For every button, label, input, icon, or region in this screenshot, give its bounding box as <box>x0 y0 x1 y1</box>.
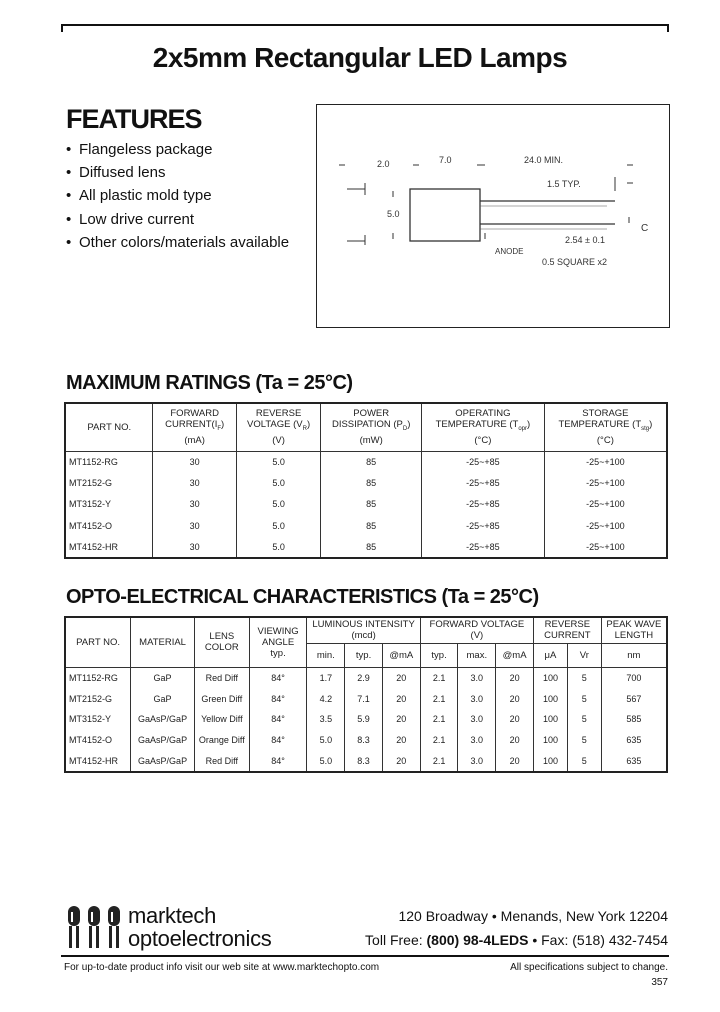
logo-wordmark: marktech optoelectronics <box>128 903 272 951</box>
dim-label: 24.0 MIN. <box>524 155 564 165</box>
feature-item: • Other colors/materials available <box>66 233 290 251</box>
table-cell: GaAsP/GaP <box>131 730 195 751</box>
table-cell: 5 <box>567 667 601 688</box>
table-cell: 100 <box>534 730 568 751</box>
table-cell: 3.0 <box>458 751 496 773</box>
table-cell: Green Diff <box>194 688 249 709</box>
company-address: 120 Broadway • Menands, New York 12204 <box>398 908 668 924</box>
sub-header: min. <box>307 643 345 667</box>
col-header: REVERSE VOLTAGE $(V_R)$ (V) <box>236 403 321 451</box>
table-cell: 4.2 <box>307 688 345 709</box>
table-cell: 2.1 <box>420 751 458 773</box>
table-cell: 2.1 <box>420 688 458 709</box>
table-row: MT2152-G 30 5.0 85 -25~+85 -25~+100 <box>65 473 667 494</box>
table-cell: Orange Diff <box>194 730 249 751</box>
feature-item: • Diffused lens <box>66 164 166 182</box>
col-header: PART NO. <box>65 403 153 451</box>
table-cell: 20 <box>382 667 420 688</box>
table-cell: 1.7 <box>307 667 345 688</box>
feature-item: • Flangeless package <box>66 141 213 158</box>
table-cell: 20 <box>496 730 534 751</box>
table-cell: Red Diff <box>194 667 249 688</box>
spec-disclaimer: All specifications subject to change. <box>510 962 668 973</box>
table-cell: MT4152-HR <box>65 751 131 773</box>
col-header: FORWARD $CURRENT(I_F)$ (mA) <box>153 403 236 451</box>
col-header: PART NO. <box>65 617 131 667</box>
page-number: 357 <box>651 977 668 988</box>
table-cell: Red Diff <box>194 751 249 773</box>
feature-item: • Low drive current <box>66 210 195 228</box>
table-cell: 84° <box>249 709 307 730</box>
col-header: POWER DISSIPATION $(P_D)$ (mW) <box>321 403 422 451</box>
table-cell: 5 <box>567 709 601 730</box>
col-header: VIEWING ANGLE typ. <box>249 617 307 667</box>
opto-table <box>64 616 668 773</box>
table-cell: MT1152-RG <box>65 667 131 688</box>
package-drawing <box>316 104 670 328</box>
table-cell: 20 <box>496 709 534 730</box>
features-heading: FEATURES <box>66 104 202 134</box>
table-cell: 700 <box>601 667 667 688</box>
table-cell: 20 <box>496 667 534 688</box>
table-cell: 3.0 <box>458 730 496 751</box>
sub-header: typ. <box>420 643 458 667</box>
dim-label: 1.5 TYP. <box>547 179 581 189</box>
table-cell: MT3152-Y <box>65 709 131 730</box>
table-cell: 20 <box>496 751 534 773</box>
table-cell: 2.1 <box>420 667 458 688</box>
table-cell: 5.9 <box>345 709 383 730</box>
table-cell: 84° <box>249 667 307 688</box>
table-cell: GaAsP/GaP <box>131 709 195 730</box>
table-cell: 20 <box>382 751 420 773</box>
table-cell: 567 <box>601 688 667 709</box>
table-cell: Yellow Diff <box>194 709 249 730</box>
table-row <box>65 730 667 751</box>
table-cell: 100 <box>534 667 568 688</box>
table-cell: 2.9 <box>345 667 383 688</box>
contact-numbers: Toll Free: (800) 98-4LEDS • Fax: (518) 432-7454 <box>365 932 668 948</box>
sub-header: nm <box>601 643 667 667</box>
logo-led-icon <box>66 904 126 950</box>
cathode-mark: C <box>641 223 649 234</box>
table-cell: 84° <box>249 730 307 751</box>
table-cell: 7.1 <box>345 688 383 709</box>
top-rule-left-tick <box>61 24 63 32</box>
top-rule-right-tick <box>667 24 669 32</box>
table-row <box>65 709 667 730</box>
sub-header: @mA <box>382 643 420 667</box>
website-note: For up-to-date product info visit our web site at www.marktechopto.com <box>64 962 380 973</box>
table-row: MT3152-Y 30 5.0 85 -25~+85 -25~+100 <box>65 494 667 515</box>
led-body <box>410 189 480 241</box>
package-drawing-svg <box>317 105 669 327</box>
table-cell: 20 <box>382 688 420 709</box>
table-cell: 3.0 <box>458 688 496 709</box>
table-cell: 5 <box>567 751 601 773</box>
table-row <box>65 688 667 709</box>
table-cell: 2.1 <box>420 730 458 751</box>
table-cell: 5.0 <box>307 730 345 751</box>
table-cell: 20 <box>496 688 534 709</box>
feature-item: • All plastic mold type <box>66 187 212 205</box>
table-row <box>65 751 667 773</box>
max-ratings-heading: MAXIMUM RATINGS (Ta = 25°C) <box>66 372 353 394</box>
sub-header: μA <box>534 643 568 667</box>
col-header: REVERSE CURRENT <box>534 617 602 643</box>
table-cell: 100 <box>534 751 568 773</box>
dim-label: 2.0 <box>377 159 390 169</box>
table-cell: 635 <box>601 751 667 773</box>
table-cell: 84° <box>249 688 307 709</box>
col-header: LENS COLOR <box>194 617 249 667</box>
table-row <box>65 667 667 688</box>
col-header: OPERATING TEMPERATURE $(T_{opr})$ (°C) <box>422 403 545 451</box>
col-header: STORAGE TEMPERATURE $(T_{stg})$ (°C) <box>544 403 667 451</box>
dim-label: 7.0 <box>439 155 452 165</box>
table-cell: 5.0 <box>307 751 345 773</box>
sub-header: @mA <box>496 643 534 667</box>
col-header: LUMINOUS INTENSITY (mcd) <box>307 617 420 643</box>
table-cell: 20 <box>382 709 420 730</box>
features-list <box>66 138 289 254</box>
table-cell: 5 <box>567 688 601 709</box>
top-rule <box>61 24 669 26</box>
table-row: MT4152-O 30 5.0 85 -25~+85 -25~+100 <box>65 515 667 536</box>
sub-header: max. <box>458 643 496 667</box>
max-ratings-table <box>64 402 668 559</box>
table-cell: 8.3 <box>345 751 383 773</box>
table-cell: 8.3 <box>345 730 383 751</box>
dim-label: 2.54 ± 0.1 <box>565 235 605 245</box>
table-cell: 100 <box>534 709 568 730</box>
sub-header: Vr <box>567 643 601 667</box>
col-header: MATERIAL <box>131 617 195 667</box>
col-header: FORWARD VOLTAGE (V) <box>420 617 533 643</box>
anode-label: ANODE <box>495 247 524 256</box>
table-cell: 84° <box>249 751 307 773</box>
table-cell: 2.1 <box>420 709 458 730</box>
table-cell: 5 <box>567 730 601 751</box>
table-cell: 3.0 <box>458 667 496 688</box>
table-cell: 20 <box>382 730 420 751</box>
table-cell: 3.0 <box>458 709 496 730</box>
table-cell: 635 <box>601 730 667 751</box>
table-cell: 100 <box>534 688 568 709</box>
table-cell: GaP <box>131 688 195 709</box>
table-cell: GaAsP/GaP <box>131 751 195 773</box>
table-cell: 585 <box>601 709 667 730</box>
col-header: PEAK WAVE LENGTH <box>601 617 667 643</box>
table-cell: MT2152-G <box>65 688 131 709</box>
opto-heading: OPTO-ELECTRICAL CHARACTERISTICS (Ta = 25°C) <box>66 586 539 608</box>
table-row: MT4152-HR 30 5.0 85 -25~+85 -25~+100 <box>65 536 667 558</box>
table-cell: MT4152-O <box>65 730 131 751</box>
sub-header: typ. <box>345 643 383 667</box>
dim-label: 5.0 <box>387 209 400 219</box>
table-cell: GaP <box>131 667 195 688</box>
page-title: 2x5mm Rectangular LED Lamps <box>152 42 568 73</box>
table-cell: 3.5 <box>307 709 345 730</box>
footer-rule <box>61 955 669 957</box>
lead-label: 0.5 SQUARE x2 <box>542 257 608 267</box>
table-row: MT1152-RG 30 5.0 85 -25~+85 -25~+100 <box>65 451 667 473</box>
